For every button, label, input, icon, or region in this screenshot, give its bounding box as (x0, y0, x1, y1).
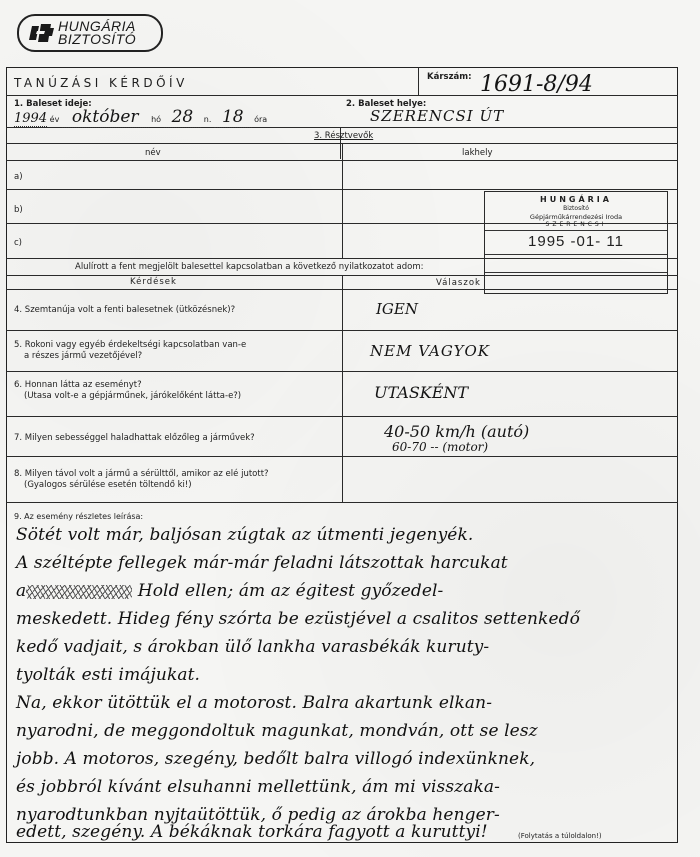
participant-b-name-field[interactable] (30, 196, 330, 220)
answer-7-line1[interactable]: 40-50 km/h (autó) (384, 422, 530, 441)
accident-year: 1994 (14, 111, 48, 126)
accident-month: október (62, 107, 149, 128)
logo-line2: BIZTOSÍTÓ (58, 31, 137, 47)
accident-hour: 18 (214, 107, 252, 128)
stamp-line1: HUNGÁRIA (540, 195, 612, 204)
crossed-out-text (26, 585, 132, 599)
form-title: TANÚZÁSI KÉRDŐÍV (14, 76, 188, 90)
accident-place-label: 2. Baleset helye: (346, 99, 427, 109)
participant-c-name-field[interactable] (30, 230, 330, 254)
description-line-1: Sötét volt már, baljósan zúgtak az útmenti jegenyék. (16, 525, 474, 545)
description-line-12: edett, szegény. A békáknak torkára fagyott a kuruttyi! (16, 822, 488, 842)
description-line-6: tyolták esti imájukat. (16, 665, 201, 685)
description-line-11: nyarodtunkban nyjtaütöttük, ő pedig az árokba henger- (16, 805, 500, 825)
col-name-header: név (145, 148, 161, 158)
question-6-line1: 6. Honnan látta az eseményt? (14, 380, 142, 390)
accident-place-value[interactable]: SZERENCSI ÚT (370, 107, 505, 125)
description-line-5: kedő vadjait, s árokban ülő lankha varasbékák kuruty- (16, 637, 490, 657)
participant-c-address-field[interactable] (350, 230, 470, 254)
logo-line1: HUNGÁRIA (58, 18, 136, 34)
participant-b-address-field[interactable] (350, 196, 470, 220)
col-answers-header: Válaszok (436, 278, 481, 288)
answer-8-field[interactable] (350, 460, 670, 498)
question-5-line2: a részes jármű vezetőjével? (24, 351, 143, 361)
answer-5[interactable]: NEM VAGYOK (370, 342, 490, 360)
day-suffix: n. (203, 115, 212, 124)
participant-row-b-label: b) (14, 205, 23, 215)
year-suffix: év (49, 115, 60, 124)
question-8-line1: 8. Milyen távol volt a jármű a sérülttől, amikor az elé jutott? (14, 469, 269, 479)
participant-a-name-field[interactable] (30, 164, 330, 186)
claim-number-label: Kárszám: (427, 72, 472, 82)
stamp-date: 1995 -01- 11 (528, 233, 624, 250)
description-label: 9. Az esemény részletes leírása: (14, 512, 144, 521)
description-line-3-end: Hold ellen; ám az égitest győzedel- (137, 581, 444, 601)
stamp-line4: SZERENCSI (545, 221, 607, 228)
continuation-note: (Folytatás a túloldalon!) (518, 832, 602, 840)
description-line-8: nyarodni, de meggondoltuk magunkat, mondván, ott se lesz (16, 721, 538, 741)
claim-number-value[interactable]: 1691-8/94 (480, 72, 593, 97)
description-line-9: jobb. A motoros, szegény, bedőlt balra villogó indexünknek, (16, 749, 536, 769)
divider (418, 67, 419, 95)
divider (6, 502, 678, 503)
description-line-7: Na, ekkor ütöttük el a motorost. Balra akartunk elkan- (16, 693, 493, 713)
hungaria-logo-icon (29, 22, 55, 44)
company-logo (17, 14, 163, 52)
description-line-3-start: a (16, 581, 27, 601)
col-questions-header: Kérdések (130, 277, 177, 287)
answer-7-line2[interactable]: 60-70 -- (motor) (392, 440, 489, 454)
question-8-line2: (Gyalogos sérülése esetén töltendő ki!) (24, 480, 192, 490)
stamp-line2: Biztosító (563, 205, 589, 212)
stamp-line3: Gépjárműkárrendezési Iroda (529, 213, 623, 221)
participant-row-c-label: c) (14, 238, 22, 248)
description-line-2: A széltépte fellegek már-már feladni látszottak harcukat (16, 553, 508, 573)
divider (342, 275, 343, 502)
divider (342, 143, 343, 258)
participant-a-address-field[interactable] (350, 164, 470, 186)
accident-time-label: 1. Baleset ideje: (14, 99, 92, 109)
description-line-3 (16, 581, 443, 601)
participant-row-a-label: a) (14, 172, 23, 182)
month-suffix: hó (151, 115, 162, 124)
question-4: 4. Szemtanúja volt a fenti balesetnek (ütközésnek)? (14, 305, 236, 315)
received-stamp (484, 191, 668, 294)
question-7: 7. Milyen sebességgel haladhattak előzőleg a járművek? (14, 433, 255, 443)
question-5-line1: 5. Rokoni vagy egyéb érdekeltségi kapcsolatban van-e (14, 340, 247, 350)
declaration-text: Alulírott a fent megjelölt balesettel kapcsolatban a következő nyilatkozatot adom: (75, 262, 424, 272)
participants-section-label: 3. Résztvevők (314, 131, 374, 141)
hour-suffix: óra (254, 115, 268, 124)
description-line-10: és jobbról kívánt elsuhanni mellettünk, ám mi visszaka- (16, 777, 500, 797)
accident-time-field[interactable] (14, 107, 267, 128)
col-address-header: lakhely (462, 148, 493, 158)
description-line-4: meskedett. Hideg fény szórta be ezüstjével a csalitos settenkedő (16, 609, 580, 629)
question-6-line2: (Utasa volt-e a gépjárműnek, járókelőként látta-e?) (24, 391, 242, 401)
answer-4[interactable]: IGEN (376, 300, 418, 318)
answer-6[interactable]: UTASKÉNT (374, 383, 469, 402)
accident-day: 28 (164, 107, 202, 128)
